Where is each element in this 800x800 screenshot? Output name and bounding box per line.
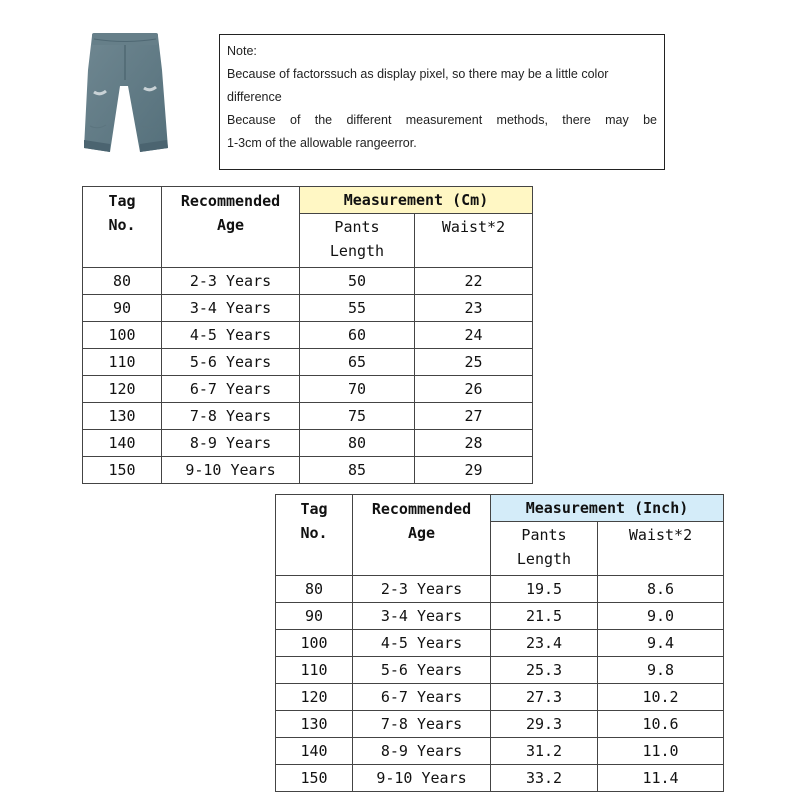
cell-waist: 8.6 bbox=[598, 576, 724, 603]
cell-age: 4-5 Years bbox=[353, 630, 491, 657]
cell-length: 31.2 bbox=[491, 738, 598, 765]
cell-age: 6-7 Years bbox=[353, 684, 491, 711]
cell-length: 85 bbox=[300, 457, 415, 484]
table-row bbox=[276, 684, 724, 711]
cell-age: 7-8 Years bbox=[353, 711, 491, 738]
note-box bbox=[219, 34, 665, 170]
cell-length: 55 bbox=[300, 295, 415, 322]
pants-length-header: Pants Length bbox=[300, 214, 415, 268]
table-row bbox=[276, 576, 724, 603]
table-row bbox=[83, 403, 533, 430]
cell-waist: 23 bbox=[415, 295, 533, 322]
note-line-1: Because of factorssuch as display pixel, so there may be a little color bbox=[227, 67, 609, 81]
cell-waist: 10.2 bbox=[598, 684, 724, 711]
cell-age: 2-3 Years bbox=[353, 576, 491, 603]
cell-age: 5-6 Years bbox=[353, 657, 491, 684]
measurement-header: Measurement (Inch) bbox=[491, 495, 724, 522]
cell-age: 3-4 Years bbox=[353, 603, 491, 630]
table-row bbox=[276, 738, 724, 765]
cell-age: 2-3 Years bbox=[162, 268, 300, 295]
cell-length: 33.2 bbox=[491, 765, 598, 792]
cell-length: 80 bbox=[300, 430, 415, 457]
cell-length: 50 bbox=[300, 268, 415, 295]
cell-age: 4-5 Years bbox=[162, 322, 300, 349]
cell-waist: 11.4 bbox=[598, 765, 724, 792]
cell-waist: 11.0 bbox=[598, 738, 724, 765]
cell-length: 23.4 bbox=[491, 630, 598, 657]
table-row bbox=[83, 322, 533, 349]
age-header: Recommended Age bbox=[162, 187, 300, 268]
tag-header: Tag No. bbox=[276, 495, 353, 576]
tag-header: Tag No. bbox=[83, 187, 162, 268]
cell-waist: 27 bbox=[415, 403, 533, 430]
cell-tag: 140 bbox=[276, 738, 353, 765]
cell-tag: 150 bbox=[83, 457, 162, 484]
note-line-4: 1-3cm of the allowable rangeerror. bbox=[227, 136, 417, 150]
cell-tag: 90 bbox=[83, 295, 162, 322]
cell-waist: 25 bbox=[415, 349, 533, 376]
cell-waist: 22 bbox=[415, 268, 533, 295]
cell-age: 8-9 Years bbox=[353, 738, 491, 765]
cell-tag: 110 bbox=[83, 349, 162, 376]
table-row bbox=[276, 711, 724, 738]
table-row bbox=[276, 603, 724, 630]
cell-age: 3-4 Years bbox=[162, 295, 300, 322]
cell-tag: 100 bbox=[276, 630, 353, 657]
cell-tag: 130 bbox=[83, 403, 162, 430]
table-row bbox=[83, 295, 533, 322]
cell-length: 65 bbox=[300, 349, 415, 376]
cell-tag: 130 bbox=[276, 711, 353, 738]
cell-waist: 9.4 bbox=[598, 630, 724, 657]
table-row bbox=[83, 430, 533, 457]
waist-header: Waist*2 bbox=[415, 214, 533, 268]
cell-age: 8-9 Years bbox=[162, 430, 300, 457]
cell-waist: 26 bbox=[415, 376, 533, 403]
table-row bbox=[276, 630, 724, 657]
cell-age: 6-7 Years bbox=[162, 376, 300, 403]
cell-age: 5-6 Years bbox=[162, 349, 300, 376]
cell-waist: 29 bbox=[415, 457, 533, 484]
cell-length: 25.3 bbox=[491, 657, 598, 684]
cell-tag: 90 bbox=[276, 603, 353, 630]
cell-waist: 10.6 bbox=[598, 711, 724, 738]
table-row bbox=[276, 765, 724, 792]
table-row bbox=[83, 268, 533, 295]
cell-waist: 9.0 bbox=[598, 603, 724, 630]
note-title: Note: bbox=[227, 44, 257, 58]
cell-length: 27.3 bbox=[491, 684, 598, 711]
table-row bbox=[83, 457, 533, 484]
cell-tag: 120 bbox=[276, 684, 353, 711]
cell-length: 21.5 bbox=[491, 603, 598, 630]
pants-length-header: Pants Length bbox=[491, 522, 598, 576]
cell-age: 7-8 Years bbox=[162, 403, 300, 430]
table-row bbox=[83, 349, 533, 376]
cell-tag: 100 bbox=[83, 322, 162, 349]
cell-length: 75 bbox=[300, 403, 415, 430]
cell-length: 70 bbox=[300, 376, 415, 403]
waist-header: Waist*2 bbox=[598, 522, 724, 576]
cell-waist: 28 bbox=[415, 430, 533, 457]
pants-image bbox=[78, 30, 173, 158]
cell-length: 60 bbox=[300, 322, 415, 349]
table-row bbox=[83, 376, 533, 403]
cell-age: 9-10 Years bbox=[353, 765, 491, 792]
size-table-inch bbox=[275, 494, 724, 792]
cell-tag: 80 bbox=[83, 268, 162, 295]
cell-length: 29.3 bbox=[491, 711, 598, 738]
cell-length: 19.5 bbox=[491, 576, 598, 603]
cell-tag: 110 bbox=[276, 657, 353, 684]
cell-waist: 24 bbox=[415, 322, 533, 349]
table-row bbox=[276, 657, 724, 684]
size-table-cm bbox=[82, 186, 533, 484]
cell-tag: 80 bbox=[276, 576, 353, 603]
cell-tag: 120 bbox=[83, 376, 162, 403]
cell-tag: 150 bbox=[276, 765, 353, 792]
note-line-3: Because of the different measurement methods, there may be bbox=[227, 113, 657, 127]
measurement-header: Measurement (Cm) bbox=[300, 187, 533, 214]
note-line-2: difference bbox=[227, 90, 282, 104]
cell-tag: 140 bbox=[83, 430, 162, 457]
age-header: Recommended Age bbox=[353, 495, 491, 576]
cell-waist: 9.8 bbox=[598, 657, 724, 684]
cell-age: 9-10 Years bbox=[162, 457, 300, 484]
